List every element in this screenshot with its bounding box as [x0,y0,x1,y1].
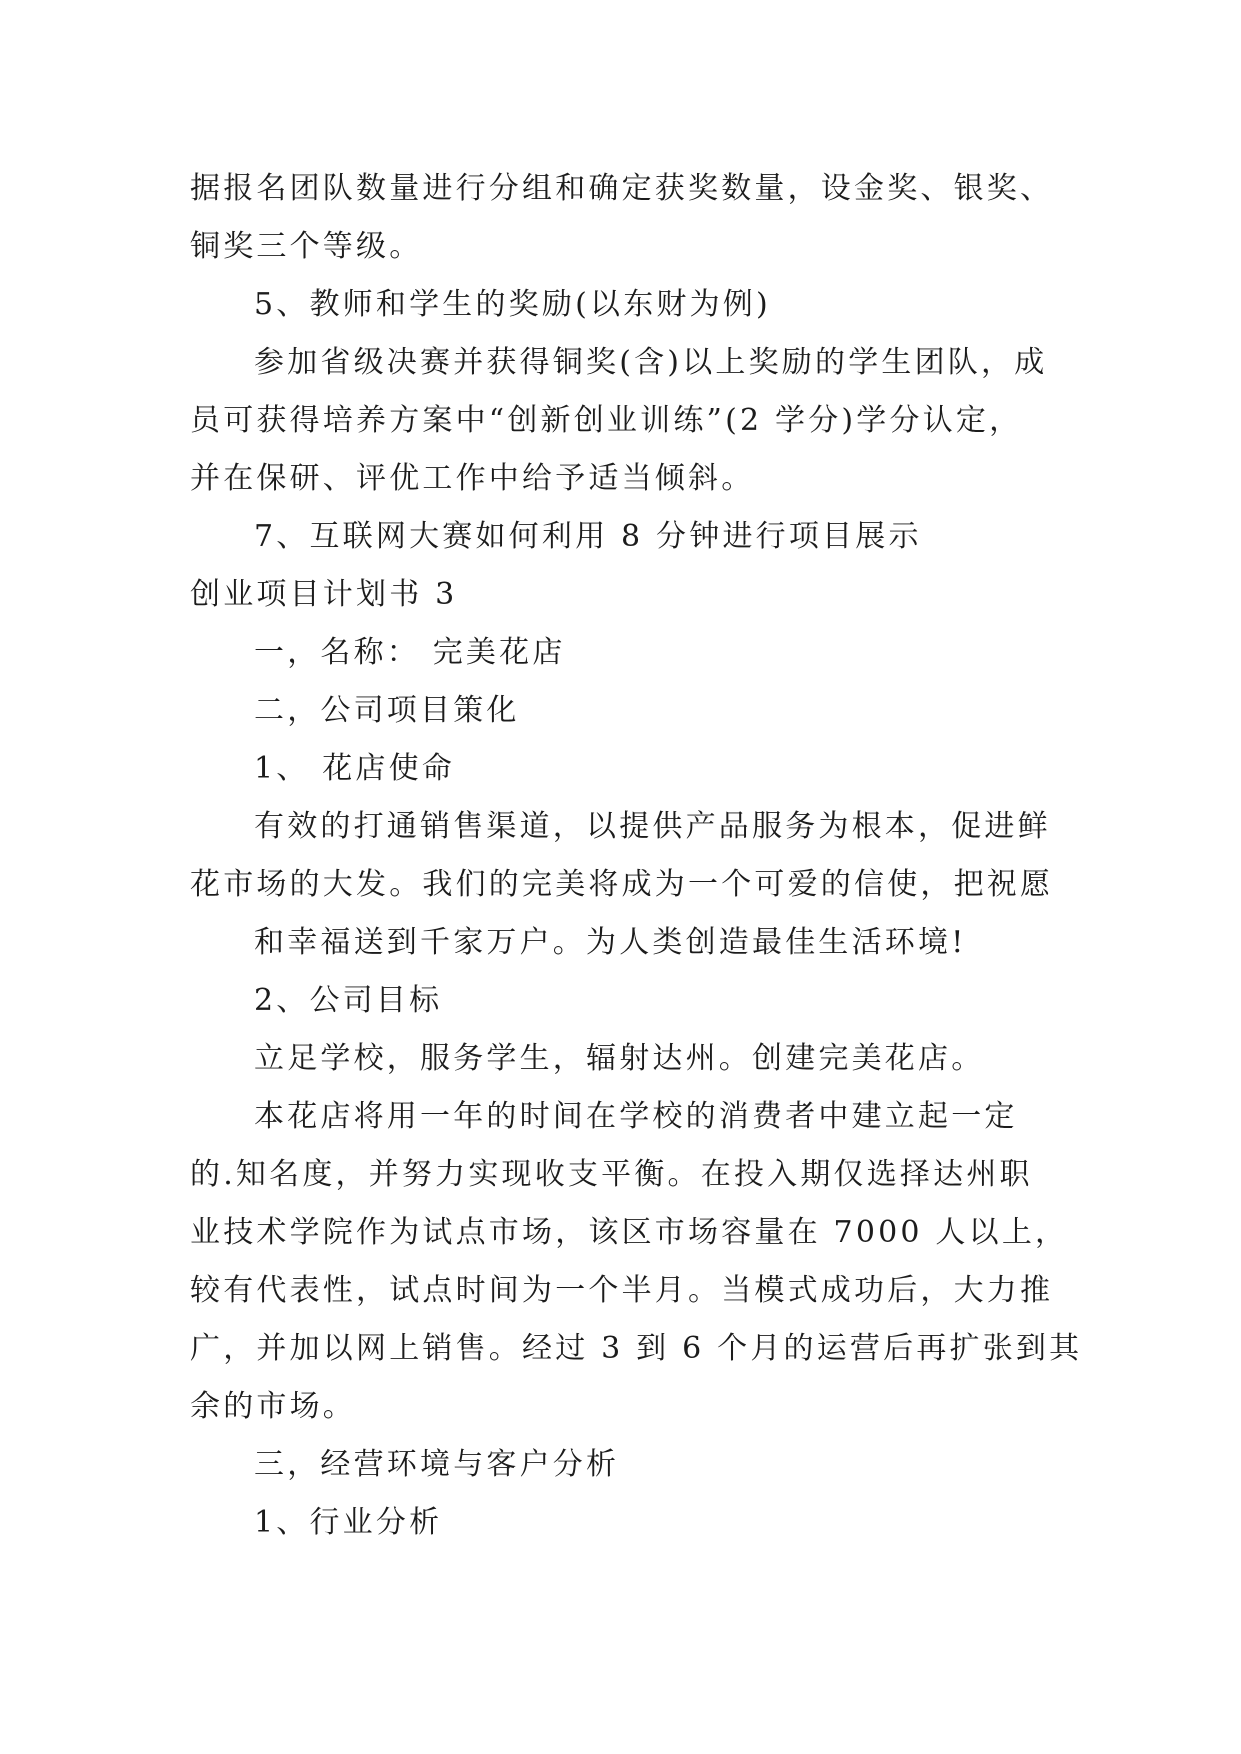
section-heading: 三，经营环境与客户分析 [254,1447,620,1482]
section-heading: 二，公司项目策化 [254,693,520,728]
paragraph-line: 较有代表性，试点时间为一个半月。当模式成功后，大力推 [190,1273,1054,1308]
paragraph-line: 并在保研、评优工作中给予适当倾斜。 [190,461,755,496]
paragraph-line: 和幸福送到千家万户。为人类创造最佳生活环境! [254,925,967,960]
document-title: 创业项目计划书 3 [190,577,458,612]
paragraph-line: 余的市场。 [190,1389,356,1424]
paragraph-line: 立足学校，服务学生，辐射达州。创建完美花店。 [254,1041,985,1076]
paragraph-line: 据报名团队数量进行分组和确定获奖数量，设金奖、银奖、 [190,171,1054,206]
section-heading: 1、行业分析 [254,1505,443,1540]
section-heading: 5、教师和学生的奖励(以东财为例) [254,287,771,322]
paragraph-line: 花市场的大发。我们的完美将成为一个可爱的信使，把祝愿 [190,867,1054,902]
paragraph-line: 铜奖三个等级。 [190,229,423,264]
paragraph-line: 有效的打通销售渠道，以提供产品服务为根本，促进鲜 [254,809,1051,844]
paragraph-line: 广，并加以网上销售。经过 3 到 6 个月的运营后再扩张到其 [190,1331,1083,1366]
paragraph-line: 参加省级决赛并获得铜奖(含)以上奖励的学生团队，成 [254,345,1048,380]
section-heading: 1、 花店使命 [254,751,456,786]
section-heading: 7、互联网大赛如何利用 8 分钟进行项目展示 [254,519,922,554]
paragraph-line: 员可获得培养方案中“创新创业训练”(2 学分)学分认定， [190,403,1023,438]
paragraph-line: 业技术学院作为试点市场，该区市场容量在 7000 人以上， [190,1215,1069,1250]
paragraph-line: 本花店将用一年的时间在学校的消费者中建立起一定 [254,1099,1018,1134]
section-heading: 一，名称： 完美花店 [254,635,566,670]
paragraph-line: 的.知名度，并努力实现收支平衡。在投入期仅选择达州职 [190,1157,1033,1192]
section-heading: 2、公司目标 [254,983,443,1018]
document-body [190,160,1083,1552]
